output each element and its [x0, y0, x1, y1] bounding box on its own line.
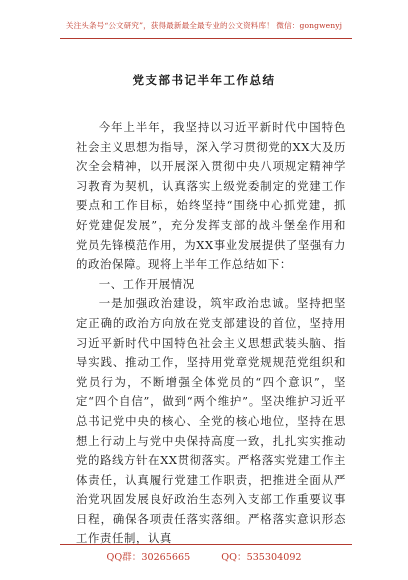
footer-qq: QQ：535304092 — [221, 552, 302, 563]
footer-divider — [60, 544, 352, 545]
document-body — [76, 118, 346, 549]
section-paragraph: 一是加强政治建设，筑牢政治忠诚。坚持把坚定正确的政治方向放在党支部建设的首位，坚持用习近平新时代中国特色社会主义思想武装头脑、指导实践、推动工作，坚持用党章党规规范党组织和党员行为，不断增强全体党员的“四个意识”，坚定“四个自信”，做到“两个维护”。坚决维护习近平总书记党中央的核心、全党的核心地位，坚持在思想上行动上与党中央保持高度一致，扎扎实实推动党的路线方针在XX贯彻落实。严格落实党建工作主体责任，认真履行党建工作职责，把推进全面从严治党巩固发展良好政治生态列入支部工作重要议事日程，确保各项责任落实落细。严格落实意识形态工作责任制，认真 — [76, 296, 346, 546]
section-heading: 一、工作开展情况 — [98, 276, 195, 291]
footer — [0, 549, 408, 563]
header-divider — [60, 38, 352, 39]
document-title: 党支部书记半年工作总结 — [132, 73, 276, 87]
header-banner: 关注头条号“公文研究”，获得最新最全最专业的公文资料库！ 微信：gongwenyj — [65, 21, 343, 30]
footer-qq-group: QQ群：30265665 — [106, 552, 191, 563]
intro-paragraph: 今年上半年，我坚持以习近平新时代中国特色社会主义思想为指导，深入学习贯彻党的XX大及历次全会精神，以开展深入贯彻中央八项规定精神学习教育为契机，认真落实上级党委制定的党建工作要点和工作目标，始终坚持“围绕中心抓党建，抓好党建促发展”，充分发挥支部的战斗堡垒作用和党员先锋模范作用，为XX事业发展提供了坚强有力的政治保障。现将上半年工作总结如下： — [76, 120, 346, 272]
